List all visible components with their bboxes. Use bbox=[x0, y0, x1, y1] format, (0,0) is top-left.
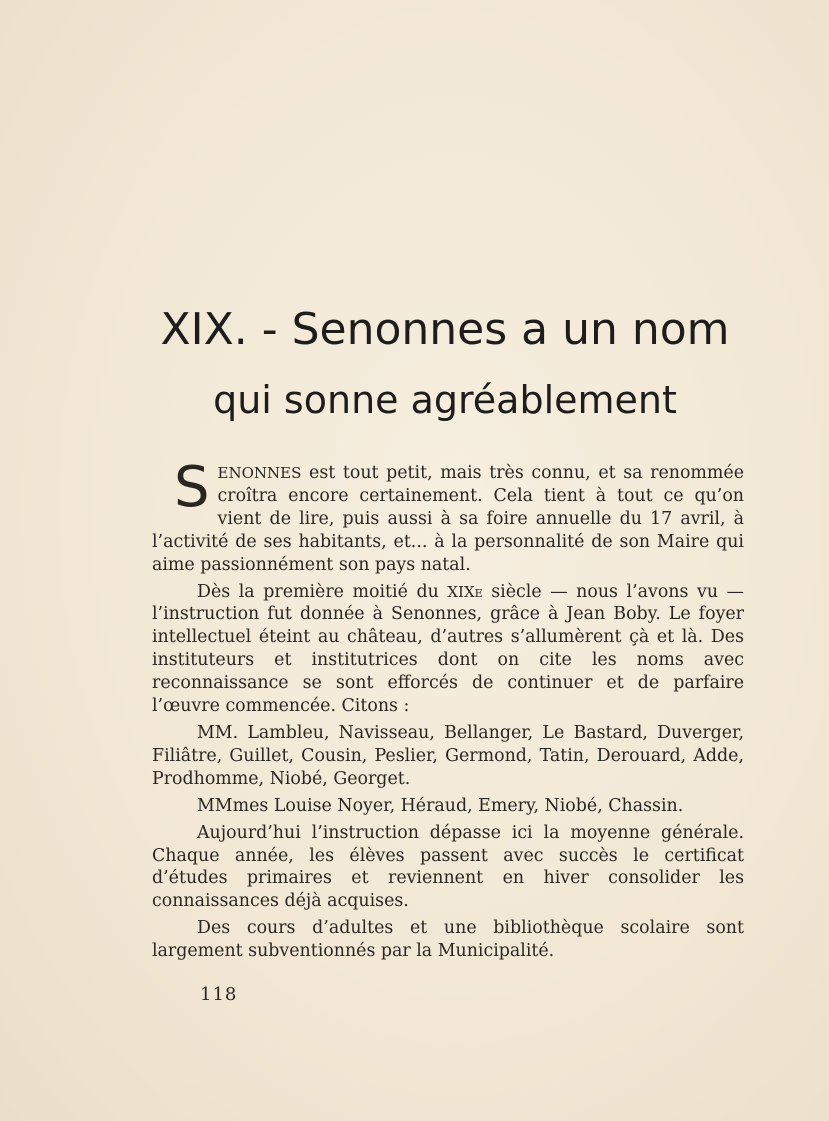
chapter-body bbox=[152, 455, 744, 967]
paragraph-instruction-history-after: siècle — nous l’avons vu — l’instruction fut donnée à Senonnes, grâce à Jean Boby. Le foyer intellectuel éteint au château, d’autres s’allumèrent çà et là. Des instituteurs et institutrices dont on cite les noms avec reconnaissance se sont efforcés de continuer et de parfaire l’œuvre commencée. Citons : bbox=[152, 581, 744, 717]
paragraph-instruction-history bbox=[152, 581, 744, 718]
paragraph-instruction-history-before: Dès la première moitié du bbox=[197, 581, 448, 602]
paragraph-instruction-today: Aujourd’hui l’instruction dépasse ici la moyenne générale. Chaque année, les élèves passent avec succès le certificat d’études primaires et reviennent en hiver consolider les connaissances déjà acquises. bbox=[152, 822, 744, 912]
drop-cap: S bbox=[174, 455, 210, 520]
paragraph-intro bbox=[152, 455, 744, 577]
paragraph-intro-text: est tout petit, mais très connu, et sa renommée croîtra encore certainement. Cela tient à tout ce qu’on vient de lire, puis aussi à sa foire annuelle du 17 avril, à l’activité de ses habitants, et... à la personnalité de son Maire qui aime passionnément son pays natal. bbox=[152, 463, 744, 575]
paragraph-adult-courses: Des cours d’adultes et une bibliothèque scolaire sont largement subventionnés par la Municipalité. bbox=[152, 918, 744, 962]
chapter-title-line-1: XIX. - Senonnes a un nom bbox=[160, 304, 730, 355]
drop-cap-continuation: ENONNES bbox=[217, 464, 302, 482]
paragraph-teachers-men: MM. Lambleu, Navisseau, Bellanger, Le Bastard, Duverger, Filiâtre, Guillet, Cousin, Peslier, Germond, Tatin, Derouard, Adde, Prodhomme, Niobé, Georget. bbox=[152, 722, 744, 789]
century-numeral: XIXe bbox=[447, 582, 483, 601]
paragraph-teachers-women: MMmes Louise Noyer, Héraud, Emery, Niobé, Chassin. bbox=[197, 795, 684, 816]
page-number: 118 bbox=[200, 984, 238, 1005]
chapter-title-line-2: qui sonne agréablement bbox=[213, 378, 677, 422]
